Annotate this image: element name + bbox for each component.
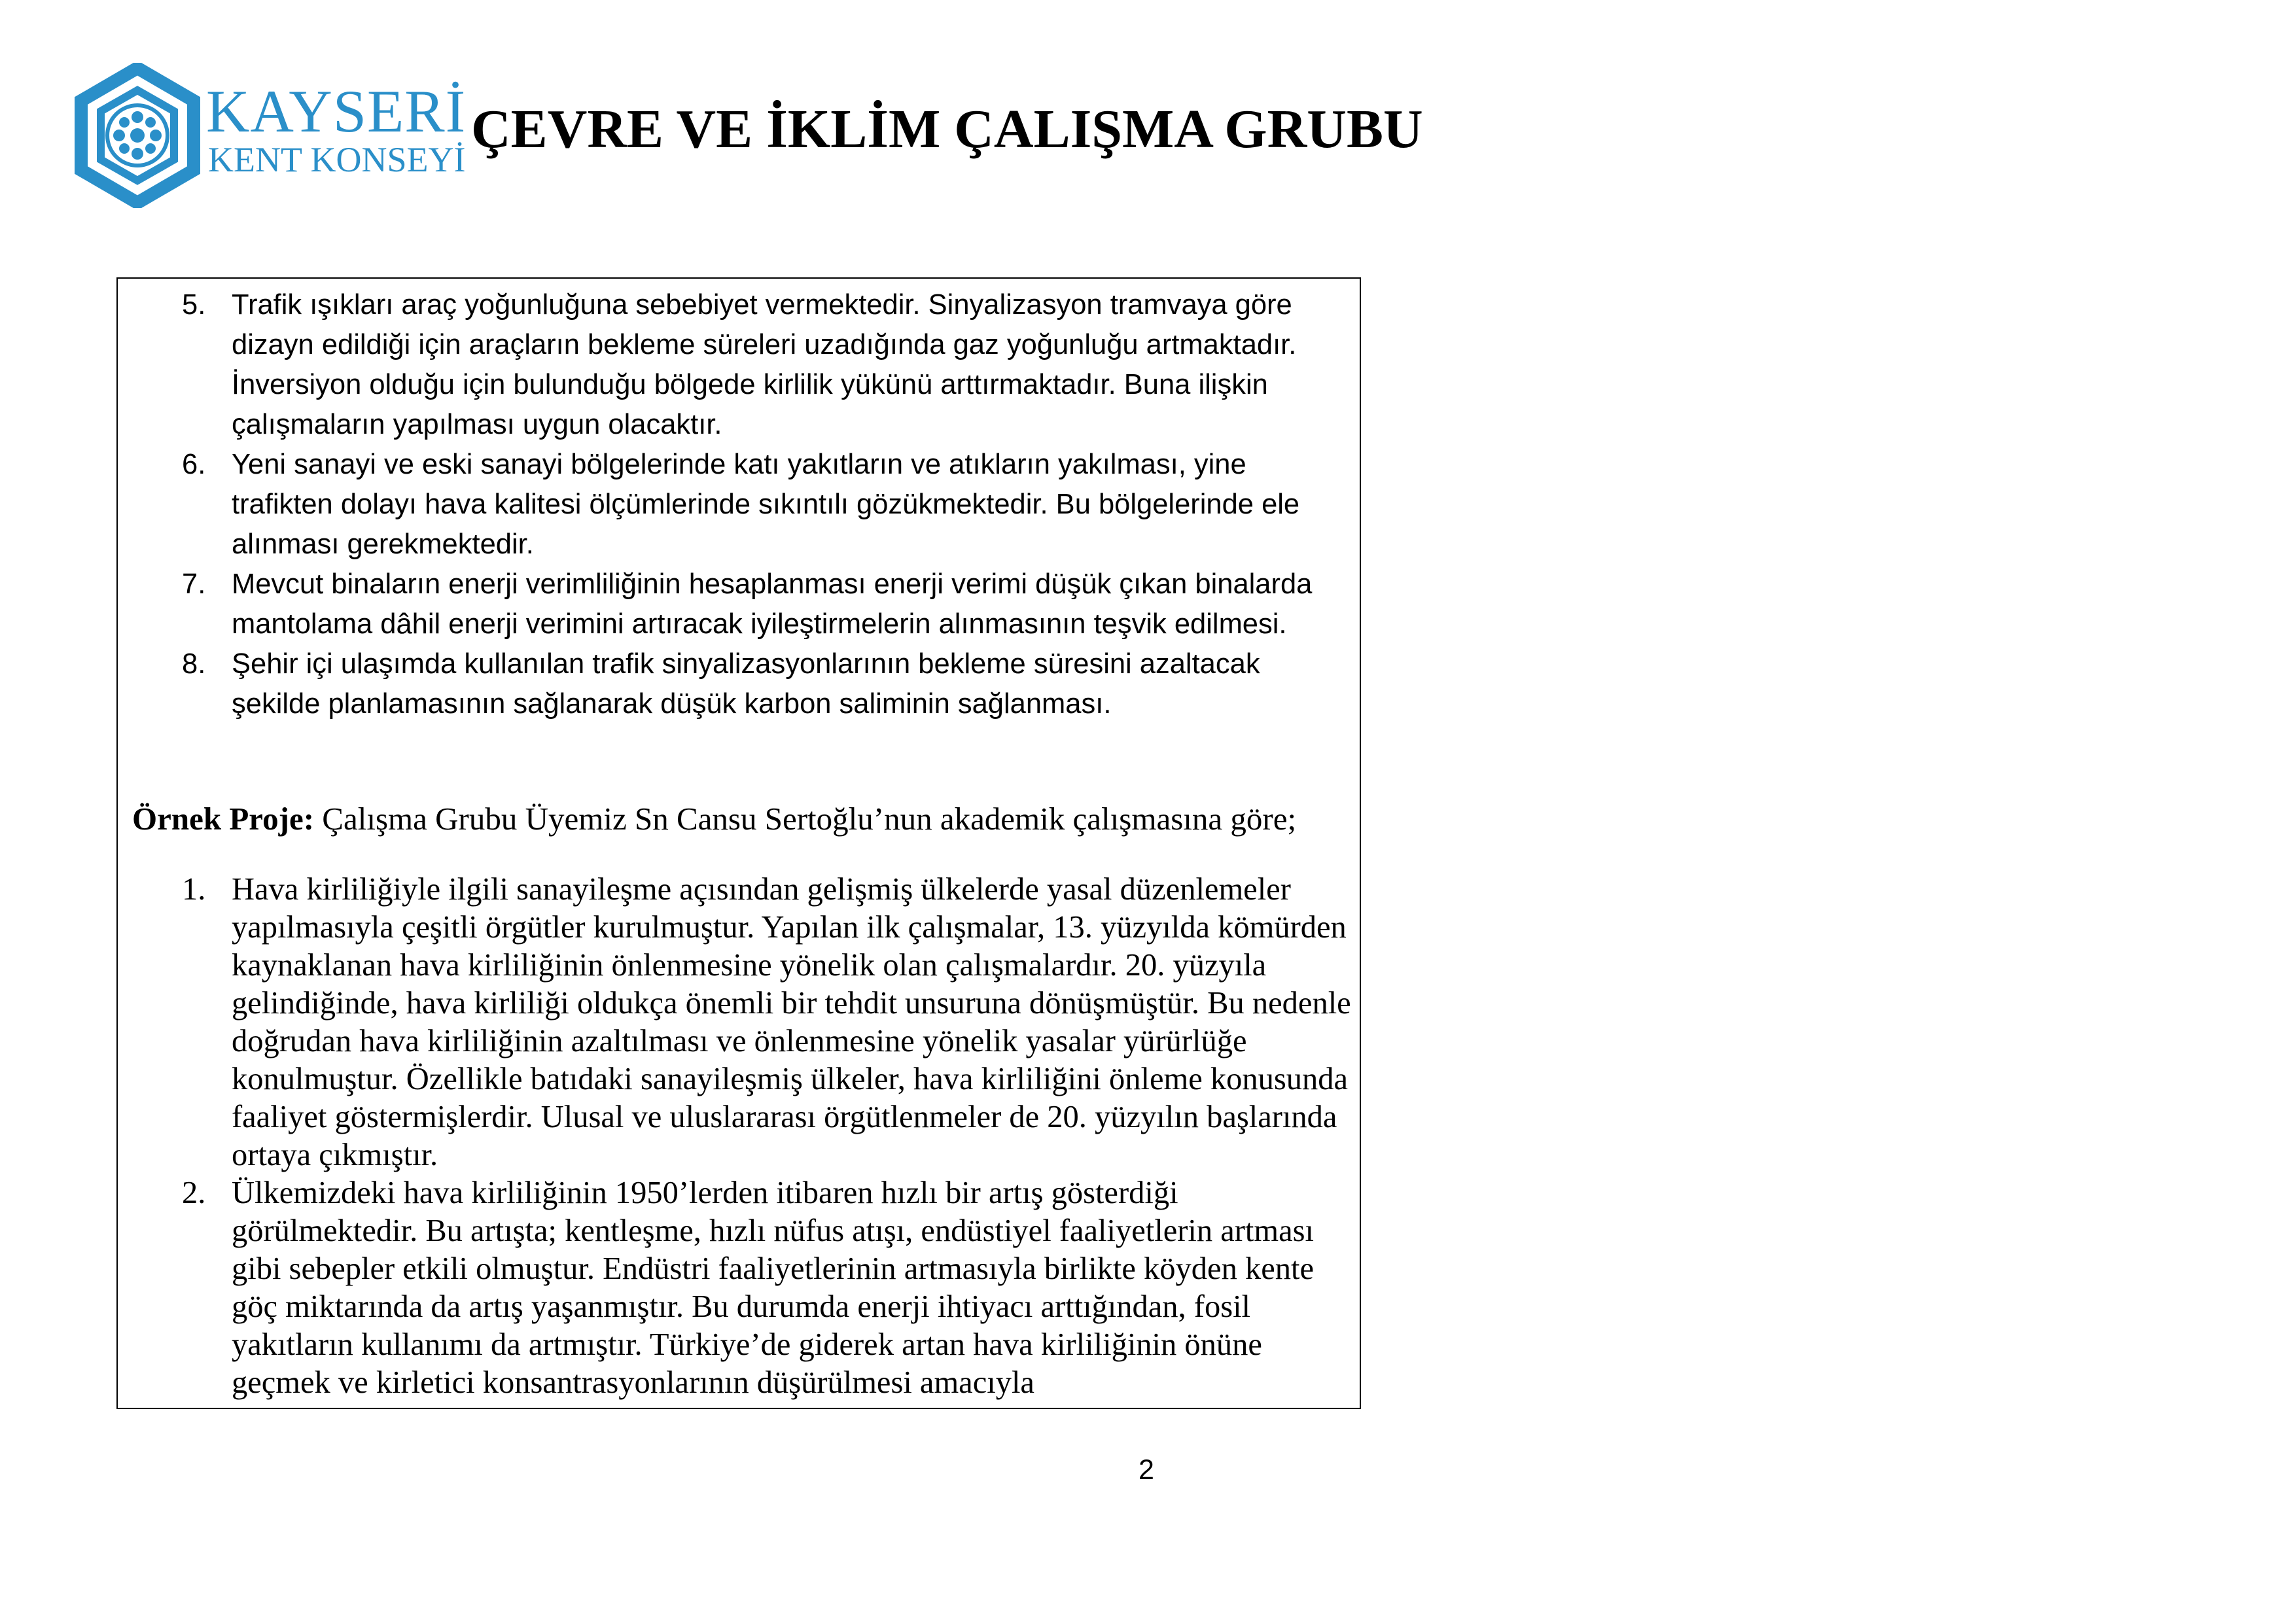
logo-text-kent-konseyi: KENT KONSEYİ [208, 140, 466, 179]
project-items-list [182, 871, 1353, 1402]
recommendations-list [182, 285, 1353, 724]
kayseri-kent-konseyi-logo [72, 63, 467, 208]
logo-text-kayseri: KAYSERİ [206, 78, 467, 145]
list-item [182, 871, 1353, 1174]
list-item [182, 445, 1353, 565]
list-item-text: Yeni sanayi ve eski sanayi bölgelerinde katı yakıtların ve atıkların yakılması, yine trafikten dolayı hava kalitesi ölçümlerinde sıkıntılı gözükmektedir. Bu bölgelerinde ele alınması gerekmektedir. [232, 449, 1300, 560]
sample-project-text: Çalışma Grubu Üyemiz Sn Cansu Sertoğlu’nun akademik çalışmasına göre; [322, 801, 1297, 837]
list-item-number: 6. [182, 449, 206, 480]
sample-project-label: Örnek Proje: [132, 801, 315, 837]
sample-project-intro [132, 799, 1349, 839]
list-item-number: 2. [182, 1176, 206, 1210]
list-item-number: 1. [182, 872, 206, 907]
list-item-text: Şehir içi ulaşımda kullanılan trafik sinyalizasyonlarının bekleme süresini azaltacak şekilde planlamasının sağlanarak düşük karbon saliminin sağlanması. [232, 648, 1260, 720]
content-box [116, 277, 1361, 1409]
list-item-number: 5. [182, 289, 206, 321]
list-item-text: Mevcut binaların enerji verimliliğinin hesaplanması enerji verimi düşük çıkan binalarda mantolama dâhil enerji verimini artıracak iyileştirmelerin alınmasının teşvik edilmesi. [232, 568, 1313, 640]
list-item-text: Ülkemizdeki hava kirliliğinin 1950’lerden itibaren hızlı bir artış gösterdiği görülmektedir. Bu artışta; kentleşme, hızlı nüfus atışı, endüstiyel faaliyetlerin artması gibi sebepler etkili olmuştur. Endüstri faaliyetlerinin artmasıyla birlikte köyden kente göç miktarında da artış yaşanmıştır. Bu durumda enerji ihtiyacı arttığından, fosil yakıtların kullanımı da artmıştır. Türkiye’de giderek artan hava kirliliğinin önüne geçmek ve kirletici konsantrasyonlarının düşürülmesi amacıyla [232, 1176, 1314, 1400]
list-item [182, 565, 1353, 644]
list-item-number: 8. [182, 648, 206, 680]
page-number: 2 [1139, 1454, 1154, 1486]
list-item-text: Hava kirliliğiyle ilgili sanayileşme açısından gelişmiş ülkelerde yasal düzenlemeler yapılmasıyla çeşitli örgütler kurulmuştur. Yapılan ilk çalışmalar, 13. yüzyılda kömürden kaynaklanan hava kirliliğinin önlenmesine yönelik olan çalışmalardır. 20. yüzyıla gelindiğinde, hava kirliliği oldukça önemli bir tehdit unsuruna dönüşmüştür. Bu nedenle doğrudan hava kirliliğinin azaltılması ve önlenmesine yönelik yasalar yürürlüğe konulmuştur. Özellikle batıdaki sanayileşmiş ülkeler, hava kirliliğini önleme konusunda faaliyet göstermişlerdir. Ulusal ve uluslararası örgütlenmeler de 20. yüzyılın başlarında ortaya çıkmıştır. [232, 872, 1351, 1172]
list-item [182, 1174, 1353, 1402]
page-title: ÇEVRE VE İKLİM ÇALIŞMA GRUBU [471, 99, 1423, 160]
kent-konseyi-emblem-icon [72, 63, 203, 208]
list-item-text: Trafik ışıkları araç yoğunluğuna sebebiyet vermektedir. Sinyalizasyon tramvaya göre dizayn edildiği için araçların bekleme süreleri uzadığında gaz yoğunluğu artmaktadır. İnversiyon olduğu için bulunduğu bölgede kirlilik yükünü arttırmaktadır. Buna ilişkin çalışmaların yapılması uygun olacaktır. [232, 289, 1297, 440]
list-item-number: 7. [182, 568, 206, 600]
list-item [182, 644, 1353, 724]
list-item [182, 285, 1353, 445]
